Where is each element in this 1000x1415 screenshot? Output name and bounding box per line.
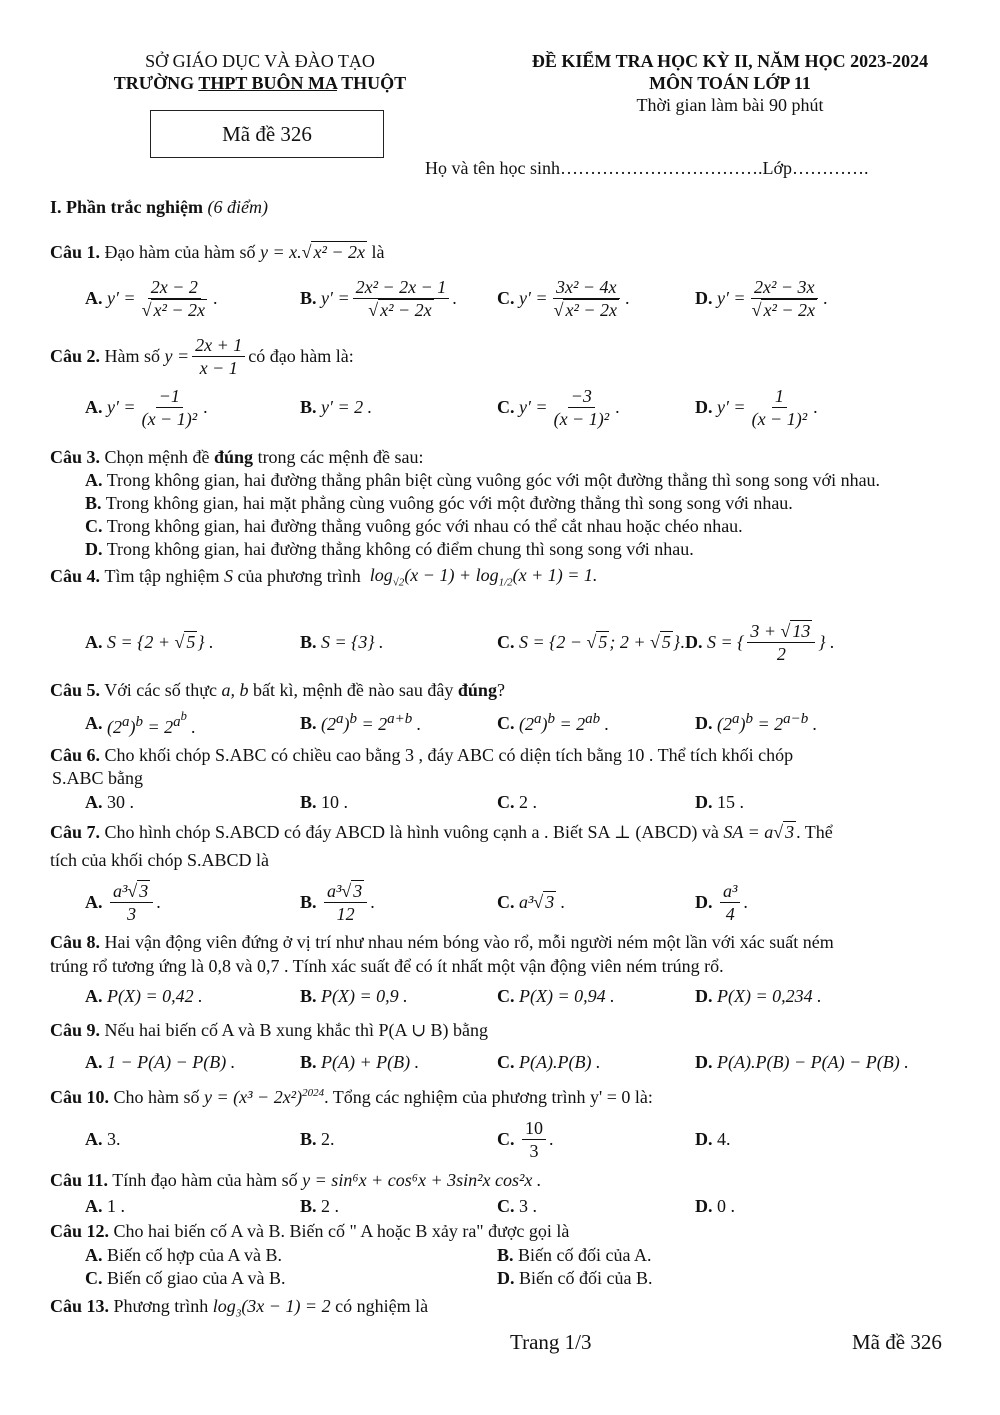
option-a[interactable]: A. 3. xyxy=(85,1128,121,1149)
option-d[interactable]: D. y′ = $\frac{\text{2x² − 3x}}{\text{√ x² − 2x}}$ . xyxy=(695,276,828,320)
department-name: SỞ GIÁO DỤC VÀ ĐÀO TẠO xyxy=(145,51,375,71)
question-10: Câu 10. Cho hàm số $y = (x^3 - 2x^2)^{2024}$. Tổng các nghiệm của phương trình y' = 0 là: xyxy=(50,1087,653,1107)
question-11-options xyxy=(85,1196,985,1220)
option-c[interactable]: C. a³√ 3 . xyxy=(497,891,566,912)
student-info-line: Họ và tên học sinh…………………………….Lớp…………. xyxy=(425,158,869,178)
option-a[interactable]: A. 30 . xyxy=(85,792,134,812)
option-a[interactable]: A. Biến cố hợp của A và B. xyxy=(85,1245,282,1265)
option-b[interactable]: B. $(2^a)^b = 2^{a+b}$ . xyxy=(300,711,422,734)
question-8: Câu 8. Hai vận động viên đứng ở vị trí như nhau ném bóng vào rổ, mỗi người ném một lần với xác suất ném xyxy=(50,932,834,952)
option-d[interactable]: D. Biến cố đối của B. xyxy=(497,1268,653,1288)
question-8-options xyxy=(85,986,985,1010)
section-title: I. Phần trắc nghiệm (6 điểm) xyxy=(50,197,268,217)
option-b[interactable]: B. S = {3} . xyxy=(300,631,384,652)
exam-code-box xyxy=(150,110,384,158)
option-a[interactable]: A. 1 − P(A) − P(B) . xyxy=(85,1052,236,1072)
option-c[interactable]: C. 3 . xyxy=(497,1196,537,1216)
question-8-cont: trúng rổ tương ứng là 0,8 và 0,7 . Tính xác suất để có ít nhất một vận động viên ném trúng rổ. xyxy=(50,956,724,976)
page-number: Trang 1/3 xyxy=(510,1330,592,1354)
option-a[interactable]: A. 1 . xyxy=(85,1196,125,1216)
question-4-options xyxy=(85,620,985,664)
option-d[interactable]: D. P(A).P(B) − P(A) − P(B) . xyxy=(695,1052,909,1072)
question-11: Câu 11. Tính đạo hàm của hàm số y = sin⁶x + cos⁶x + 3sin²x cos²x . xyxy=(50,1170,542,1190)
question-7: Câu 7. Cho hình chóp S.ABCD có đáy ABCD là hình vuông cạnh a . Biết SA ⊥ (ABCD) và SA = a√ 3 . Thể xyxy=(50,822,833,842)
option-a[interactable]: A. $(2^a)^b = 2^{a^b}$ . xyxy=(85,708,196,737)
question-13: Câu 13. Phương trình $\log_3(3x - 1) = 2$ có nghiệm là xyxy=(50,1296,429,1320)
option-d[interactable]: D. 0 . xyxy=(695,1196,735,1216)
footer-exam-code: Mã đề 326 xyxy=(852,1330,942,1354)
option-d[interactable]: D. y′ = $\frac{1}{\text{(x − 1)²}}$ . xyxy=(695,385,818,429)
exam-code: Mã đề 326 xyxy=(222,121,312,146)
option-c[interactable]: C. y′ = $\frac{\text{3x² − 4x}}{\text{√ x² − 2x}}$ . xyxy=(497,276,630,320)
option-d[interactable]: D. $\frac{\text{a³}}{4}$ . xyxy=(695,880,748,924)
exam-title: ĐỀ KIỂM TRA HỌC KỲ II, NĂM HỌC 2023-2024 xyxy=(531,51,929,71)
question-6: Câu 6. Cho khối chóp S.ABC có chiều cao bằng 3 , đáy ABC có diện tích bằng 10 . Thể tích khối chóp xyxy=(50,745,794,765)
option-b[interactable]: B. y′ = 2 . xyxy=(300,396,373,417)
exam-header xyxy=(470,50,990,116)
question-6-options xyxy=(85,792,985,816)
option-c[interactable]: C. $\frac{10}{3}$ . xyxy=(497,1117,554,1161)
question-3-option-d[interactable]: D. Trong không gian, hai đường thẳng không có điểm chung thì song song với nhau. xyxy=(85,539,694,559)
question-2: Câu 2. Hàm số y = $\frac{2x + 1}{x - 1}$ có đạo hàm là: xyxy=(50,335,354,378)
subject-title: MÔN TOÁN LỚP 11 xyxy=(649,73,811,93)
question-6-cont: S.ABC bằng xyxy=(52,768,144,788)
option-c[interactable]: C. P(A).P(B) . xyxy=(497,1052,601,1072)
option-d[interactable]: D. 15 . xyxy=(695,792,744,812)
question-12-options-row2 xyxy=(85,1268,985,1292)
option-c[interactable]: C. y′ = $\frac{-3}{\text{(x − 1)²}}$ . xyxy=(497,385,620,429)
question-9: Câu 9. Nếu hai biến cố A và B xung khắc thì P(A ∪ B) bằng xyxy=(50,1020,489,1040)
option-a[interactable]: A. y′ = $\frac{-1}{\text{(x − 1)²}}$ . xyxy=(85,385,208,429)
question-3-option-b[interactable]: B. Trong không gian, hai mặt phẳng cùng vuông góc với một đường thẳng thì song song với nhau. xyxy=(85,493,793,513)
question-3-option-c[interactable]: C. Trong không gian, hai đường thẳng vuông góc với nhau có thể cắt nhau hoặc chéo nhau. xyxy=(85,516,743,536)
option-b[interactable]: B. $\frac{\text{a³√ 3}}{12}$ . xyxy=(300,880,375,924)
option-d[interactable]: D. P(X) = 0,234 . xyxy=(695,986,822,1006)
option-a[interactable]: A. y′ = $\frac{2x - 2}{\text{√ x² − 2x}}$ . xyxy=(85,276,218,320)
option-b[interactable]: B. 10 . xyxy=(300,792,349,812)
question-5: Câu 5. Với các số thực a, b bất kì, mệnh đề nào sau đây đúng? xyxy=(50,680,505,700)
option-c[interactable]: C. S = {2 − √ 5 ; 2 + √ 5 } . xyxy=(497,631,685,652)
option-b[interactable]: B. P(X) = 0,9 . xyxy=(300,986,408,1006)
question-10-options xyxy=(85,1116,985,1162)
question-3: Câu 3. Chọn mệnh đề đúng trong các mệnh đề sau: xyxy=(50,447,424,467)
option-b[interactable]: B. 2 . xyxy=(300,1196,340,1216)
question-7-cont: tích của khối chóp S.ABCD là xyxy=(50,850,269,870)
option-c[interactable]: C. P(X) = 0,94 . xyxy=(497,986,615,1006)
school-header xyxy=(60,50,460,94)
option-c[interactable]: C. Biến cố giao của A và B. xyxy=(85,1268,286,1288)
option-b[interactable]: B. y′ = $\frac{\text{2x² − 2x − 1}}{\text{√ x² − 2x}}$ . xyxy=(300,276,457,320)
question-12-options-row1 xyxy=(85,1245,985,1269)
time-limit: Thời gian làm bài 90 phút xyxy=(636,95,824,115)
question-9-options xyxy=(85,1052,985,1076)
question-5-options xyxy=(85,703,985,743)
option-a[interactable]: A. S = {2 + √ 5 } . xyxy=(85,631,214,652)
option-d[interactable]: D. S = { $\frac{3 + √ 13}{2}$ } . xyxy=(685,620,835,664)
question-7-options xyxy=(85,876,985,928)
option-a[interactable]: A. P(X) = 0,42 . xyxy=(85,986,203,1006)
option-c[interactable]: C. $(2^a)^b = 2^{ab}$ . xyxy=(497,711,610,734)
question-12: Câu 12. Cho hai biến cố A và B. Biến cố " A hoặc B xảy ra" được gọi là xyxy=(50,1221,570,1241)
school-name: TRƯỜNG THPT BUÔN MA THUỘT xyxy=(113,73,407,93)
option-b[interactable]: B. Biến cố đối của A. xyxy=(497,1245,652,1265)
option-b[interactable]: B. 2. xyxy=(300,1128,335,1149)
option-b[interactable]: B. P(A) + P(B) . xyxy=(300,1052,420,1072)
option-d[interactable]: D. 4. xyxy=(695,1128,731,1149)
question-4: Câu 4. Tìm tập nghiệm S của phương trình $\log_{√2}(x - 1) + \log_{1/2}(x + 1) = 1$. xyxy=(50,565,598,589)
option-c[interactable]: C. 2 . xyxy=(497,792,537,812)
question-1-options xyxy=(85,276,985,320)
option-a[interactable]: A. $\frac{\text{a³√ 3}}{3}$ . xyxy=(85,880,161,924)
option-d[interactable]: D. $(2^a)^b = 2^{a-b}$ . xyxy=(695,711,818,734)
question-1: Câu 1. Đạo hàm của hàm số y = x.√ x² − 2x là xyxy=(50,242,385,262)
question-3-option-a[interactable]: A. Trong không gian, hai đường thẳng phân biệt cùng vuông góc với một đường thẳng thì song song với nhau. xyxy=(85,470,881,490)
question-2-options xyxy=(85,385,985,429)
